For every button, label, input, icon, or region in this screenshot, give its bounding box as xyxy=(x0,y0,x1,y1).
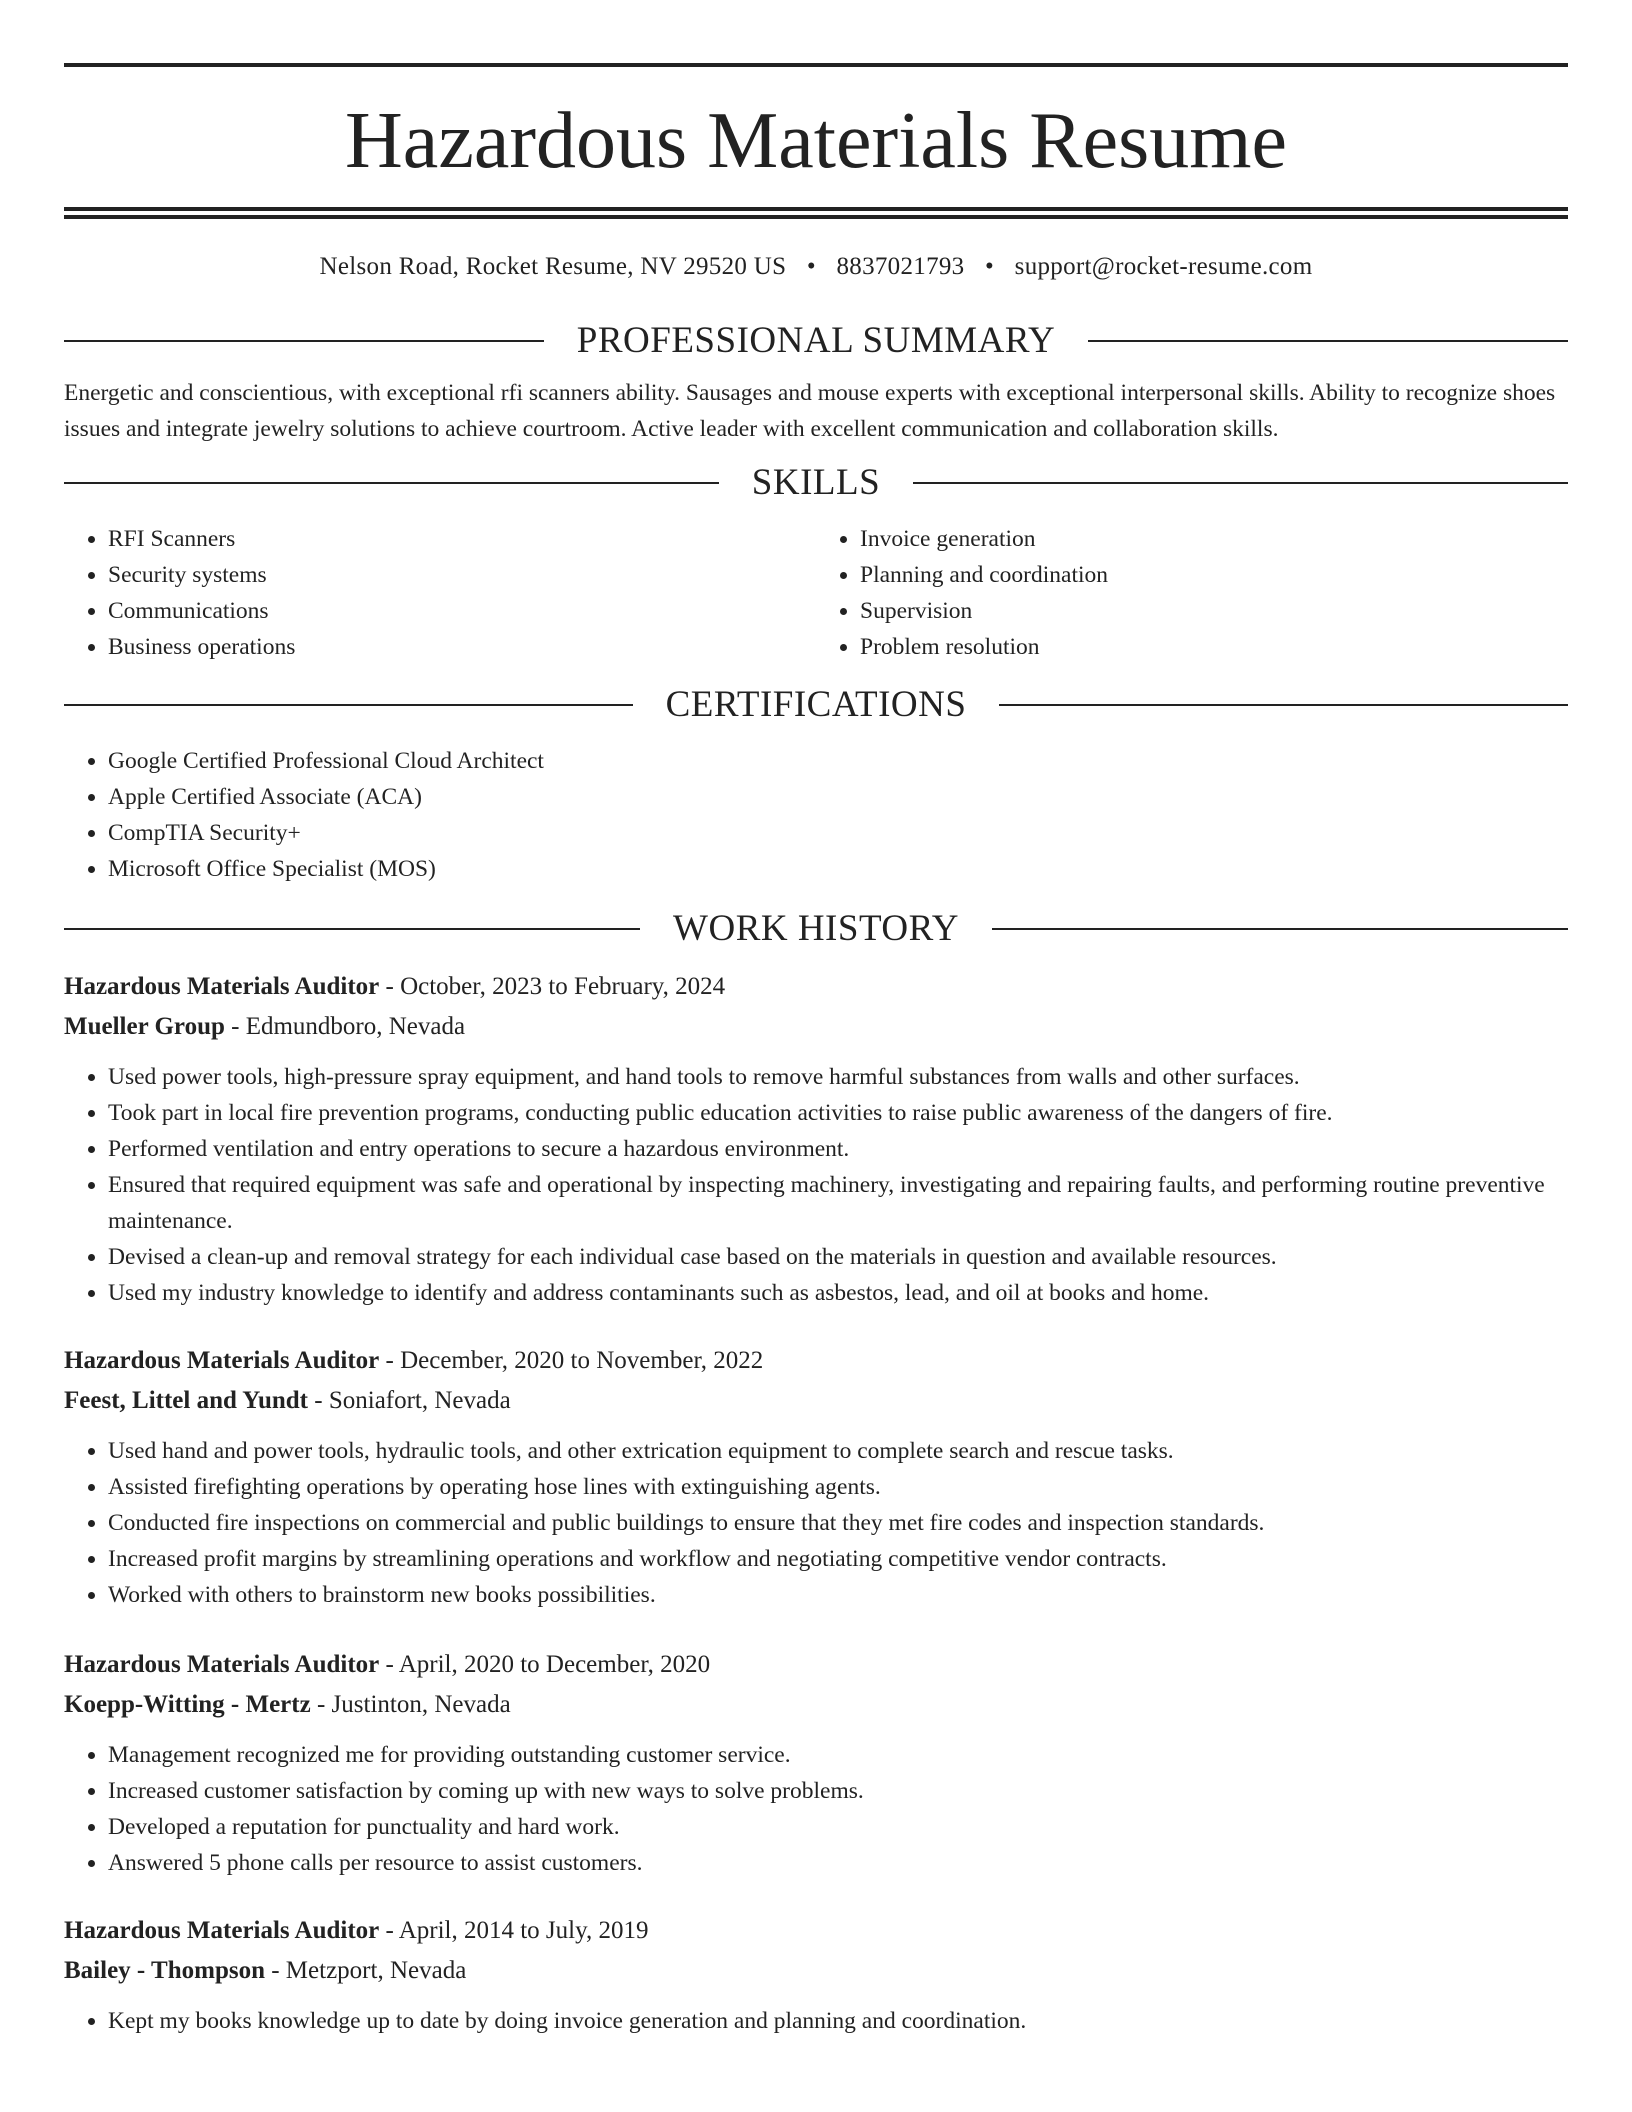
job-title: Hazardous Materials Auditor xyxy=(64,1347,380,1374)
job-bullet: • Assisted firefighting operations by operating hose lines with extinguishing agents. xyxy=(108,1469,1568,1505)
title-double-rule xyxy=(64,207,1568,219)
skill-item: • RFI Scanners xyxy=(108,521,816,557)
job-bullet: • Increased profit margins by streamlining operations and workflow and negotiating competitive vendor contracts. xyxy=(108,1541,1568,1577)
job-bullet: • Devised a clean-up and removal strategy for each individual case based on the materials in question and available resources. xyxy=(108,1239,1568,1275)
heading-rule xyxy=(913,482,1568,484)
job-dates: - October, 2023 to February, 2024 xyxy=(379,973,726,1000)
certifications-list xyxy=(64,743,1568,887)
skills-heading-text: SKILLS xyxy=(751,462,881,503)
resume-title: Hazardous Materials Resume xyxy=(345,97,1287,185)
skill-item: • Supervision xyxy=(860,593,1568,629)
skill-item: • Problem resolution xyxy=(860,629,1568,665)
skill-item: • Planning and coordination xyxy=(860,557,1568,593)
job-title-line xyxy=(64,967,1568,1007)
job-title-line xyxy=(64,1645,1568,1685)
skills-list xyxy=(64,521,1568,665)
job-bullet: • Developed a reputation for punctuality and hard work. xyxy=(108,1809,1568,1845)
job-bullet: • Management recognized me for providing outstanding customer service. xyxy=(108,1737,1568,1773)
job-dates: - April, 2020 to December, 2020 xyxy=(379,1651,711,1678)
job-title: Hazardous Materials Auditor xyxy=(64,1917,380,1944)
heading-rule xyxy=(64,928,640,930)
company-location: - Justinton, Nevada xyxy=(310,1691,511,1718)
certifications-heading xyxy=(64,683,1568,727)
skill-item: • Communications xyxy=(108,593,816,629)
job-bullets xyxy=(64,1433,1568,1613)
job-entry xyxy=(64,967,1568,1311)
summary-heading xyxy=(64,319,1568,363)
heading-rule xyxy=(1088,340,1568,342)
job-bullet: • Used my industry knowledge to identify and address contaminants such as asbestos, lead, and oil at books and home. xyxy=(108,1275,1568,1311)
company-location: - Soniafort, Nevada xyxy=(308,1387,511,1414)
certification-item: • Google Certified Professional Cloud Architect xyxy=(108,743,1568,779)
company-name: Feest, Littel and Yundt xyxy=(64,1387,309,1414)
contact-phone: 8837021793 xyxy=(836,253,965,280)
job-bullet: • Conducted fire inspections on commercial and public buildings to ensure that they met fire codes and inspection standards. xyxy=(108,1505,1568,1541)
company-line xyxy=(64,1951,1568,1991)
resume-page xyxy=(64,0,1568,2039)
skills-column-right xyxy=(816,521,1568,665)
skill-item: • Invoice generation xyxy=(860,521,1568,557)
work-heading xyxy=(64,907,1568,951)
job-bullets xyxy=(64,2003,1568,2039)
job-bullet: • Used hand and power tools, hydraulic tools, and other extrication equipment to complete search and rescue tasks. xyxy=(108,1433,1568,1469)
contact-email: support@rocket-resume.com xyxy=(1014,253,1313,280)
heading-rule xyxy=(64,704,633,706)
company-location: - Edmundboro, Nevada xyxy=(224,1013,466,1040)
company-name: Bailey - Thompson xyxy=(64,1957,265,1984)
job-bullet: • Ensured that required equipment was safe and operational by inspecting machinery, investigating and repairing faults, and performing routine preventive maintenance. xyxy=(108,1167,1568,1239)
skills-heading xyxy=(64,461,1568,505)
job-bullets xyxy=(64,1059,1568,1311)
job-dates: - December, 2020 to November, 2022 xyxy=(379,1347,764,1374)
job-title: Hazardous Materials Auditor xyxy=(64,973,380,1000)
job-entry xyxy=(64,1645,1568,1881)
heading-rule xyxy=(64,340,544,342)
summary-text: Energetic and conscientious, with exceptional rfi scanners ability. Sausages and mouse experts with exceptional interpersonal skills. Ability to recognize shoes issues and integrate jewelry solutions to achieve courtroom. Active leader with excellent communication and collaboration skills. xyxy=(64,380,1556,442)
heading-rule xyxy=(999,704,1568,706)
job-entry xyxy=(64,1911,1568,2039)
summary-heading-text: PROFESSIONAL SUMMARY xyxy=(576,320,1056,361)
contact-line xyxy=(64,247,1568,287)
job-bullets xyxy=(64,1737,1568,1881)
job-bullet: • Used power tools, high-pressure spray equipment, and hand tools to remove harmful substances from walls and other surfaces. xyxy=(108,1059,1568,1095)
job-entry xyxy=(64,1341,1568,1613)
company-location: - Metzport, Nevada xyxy=(264,1957,467,1984)
contact-address: Nelson Road, Rocket Resume, NV 29520 US xyxy=(319,253,787,280)
company-line xyxy=(64,1381,1568,1421)
skill-item: • Security systems xyxy=(108,557,816,593)
job-title-line xyxy=(64,1341,1568,1381)
skill-item: • Business operations xyxy=(108,629,816,665)
job-title: Hazardous Materials Auditor xyxy=(64,1651,380,1678)
certification-item: • Apple Certified Associate (ACA) xyxy=(108,779,1568,815)
heading-rule xyxy=(992,928,1568,930)
top-rule xyxy=(64,63,1568,67)
work-heading-text: WORK HISTORY xyxy=(673,908,959,949)
certification-item: • Microsoft Office Specialist (MOS) xyxy=(108,851,1568,887)
job-bullet: • Increased customer satisfaction by coming up with new ways to solve problems. xyxy=(108,1773,1568,1809)
skills-column-left xyxy=(64,521,816,665)
job-bullet: • Took part in local fire prevention programs, conducting public education activities to raise public awareness of the dangers of fire. xyxy=(108,1095,1568,1131)
contact-separator: • xyxy=(806,253,816,280)
job-title-line xyxy=(64,1911,1568,1951)
heading-rule xyxy=(64,482,719,484)
job-bullet: • Worked with others to brainstorm new books possibilities. xyxy=(108,1577,1568,1613)
job-bullet: • Kept my books knowledge up to date by doing invoice generation and planning and coordination. xyxy=(108,2003,1568,2039)
job-bullet: • Performed ventilation and entry operations to secure a hazardous environment. xyxy=(108,1131,1568,1167)
job-dates: - April, 2014 to July, 2019 xyxy=(379,1917,649,1944)
company-name: Mueller Group xyxy=(64,1013,225,1040)
job-bullet: • Answered 5 phone calls per resource to assist customers. xyxy=(108,1845,1568,1881)
company-line xyxy=(64,1685,1568,1725)
certification-item: • CompTIA Security+ xyxy=(108,815,1568,851)
certifications-heading-text: CERTIFICATIONS xyxy=(665,684,967,725)
contact-separator: • xyxy=(985,253,995,280)
company-name: Koepp-Witting - Mertz xyxy=(64,1691,311,1718)
company-line xyxy=(64,1007,1568,1047)
